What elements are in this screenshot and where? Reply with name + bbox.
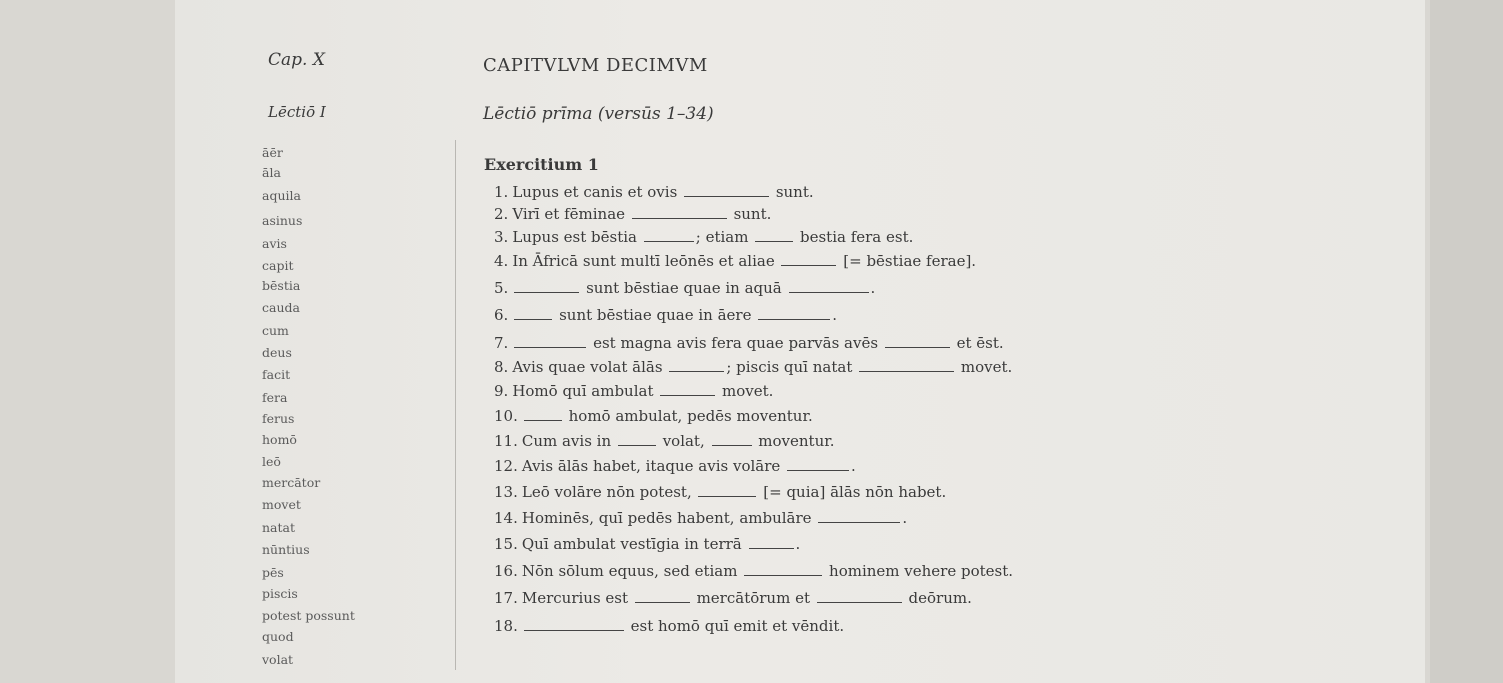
answer-blank[interactable] — [644, 229, 694, 242]
vocab-word: movet — [262, 497, 301, 512]
exercise-item-9: 9. Homō quī ambulat movet. — [494, 382, 774, 400]
answer-blank[interactable] — [859, 359, 954, 372]
vocab-word: pēs — [262, 565, 284, 580]
lectio-title: Lēctiō prīma (versūs 1–34) — [483, 104, 714, 124]
answer-blank[interactable] — [698, 484, 756, 497]
vocab-word: quod — [262, 629, 294, 644]
answer-blank[interactable] — [684, 184, 769, 197]
exercise-item-3: 3. Lupus est bēstia ; etiam bestia fera est. — [494, 228, 914, 246]
answer-blank[interactable] — [749, 536, 794, 549]
answer-blank[interactable] — [744, 563, 822, 576]
answer-blank[interactable] — [660, 383, 715, 396]
exercise-item-18: 18. est homō quī emit et vēndit. — [494, 617, 845, 635]
answer-blank[interactable] — [618, 433, 656, 446]
chapter-short: Cap. X — [268, 50, 325, 70]
answer-blank[interactable] — [758, 307, 830, 320]
answer-blank[interactable] — [514, 280, 579, 293]
answer-blank[interactable] — [817, 590, 902, 603]
answer-blank[interactable] — [885, 335, 950, 348]
vocab-word: asinus — [262, 213, 303, 228]
page-edge-shadow — [1430, 0, 1503, 683]
vocab-word: leō — [262, 454, 281, 469]
exercise-item-14: 14. Hominēs, quī pedēs habent, ambulāre . — [494, 509, 908, 527]
exercise-item-1: 1. Lupus et canis et ovis sunt. — [494, 183, 814, 201]
chapter-title: CAPITVLVM DECIMVM — [483, 55, 708, 76]
exercise-item-8: 8. Avis quae volat ālās ; piscis quī natat movet. — [494, 358, 1013, 376]
exercise-item-17: 17. Mercurius est mercātōrum et deōrum. — [494, 589, 972, 607]
vocab-word: bēstia — [262, 278, 301, 293]
answer-blank[interactable] — [524, 408, 562, 421]
exercise-item-10: 10. homō ambulat, pedēs moventur. — [494, 407, 813, 425]
exercise-item-13: 13. Leō volāre nōn potest, [= quia] ālās nōn habet. — [494, 483, 947, 501]
exercise-item-4: 4. In Āfricā sunt multī leōnēs et aliae [= bēstiae ferae]. — [494, 252, 977, 270]
answer-blank[interactable] — [787, 458, 849, 471]
vocab-word: facit — [262, 367, 291, 382]
vocab-word: nūntius — [262, 542, 310, 557]
lectio-short: Lēctiō I — [268, 103, 326, 121]
vocab-word: ferus — [262, 411, 295, 426]
answer-blank[interactable] — [712, 433, 752, 446]
answer-blank[interactable] — [669, 359, 724, 372]
vocab-word: mercātor — [262, 475, 321, 490]
exercise-title: Exercitium 1 — [484, 155, 599, 174]
vocab-word: homō — [262, 432, 297, 447]
answer-blank[interactable] — [514, 307, 552, 320]
vocab-word: āla — [262, 165, 281, 180]
vocab-word: avis — [262, 236, 287, 251]
exercise-item-15: 15. Quī ambulat vestīgia in terrā . — [494, 535, 801, 553]
exercise-item-5: 5. sunt bēstiae quae in aquā . — [494, 279, 876, 297]
exercise-item-11: 11. Cum avis in volat, moventur. — [494, 432, 835, 450]
vocab-word: cauda — [262, 300, 300, 315]
vocab-word: deus — [262, 345, 292, 360]
vocab-word: fera — [262, 390, 288, 405]
vocab-word: aquila — [262, 188, 301, 203]
answer-blank[interactable] — [632, 206, 727, 219]
answer-blank[interactable] — [635, 590, 690, 603]
answer-blank[interactable] — [789, 280, 869, 293]
vocab-word: volat — [262, 652, 294, 667]
vocab-word: āēr — [262, 145, 283, 160]
column-divider — [455, 140, 456, 670]
answer-blank[interactable] — [514, 335, 586, 348]
vocab-word: piscis — [262, 586, 298, 601]
exercise-item-16: 16. Nōn sōlum equus, sed etiam hominem vehere potest. — [494, 562, 1014, 580]
answer-blank[interactable] — [781, 253, 836, 266]
exercise-item-2: 2. Virī et fēminae sunt. — [494, 205, 772, 223]
answer-blank[interactable] — [818, 510, 900, 523]
exercise-item-7: 7. est magna avis fera quae parvās avēs et ēst. — [494, 334, 1004, 352]
answer-blank[interactable] — [524, 618, 624, 631]
exercise-item-6: 6. sunt bēstiae quae in āere . — [494, 306, 837, 324]
answer-blank[interactable] — [755, 229, 793, 242]
vocab-word: cum — [262, 323, 289, 338]
vocab-word: capit — [262, 258, 294, 273]
vocab-word: potest possunt — [262, 608, 355, 623]
exercise-item-12: 12. Avis ālās habet, itaque avis volāre . — [494, 457, 856, 475]
vocab-word: natat — [262, 520, 296, 535]
